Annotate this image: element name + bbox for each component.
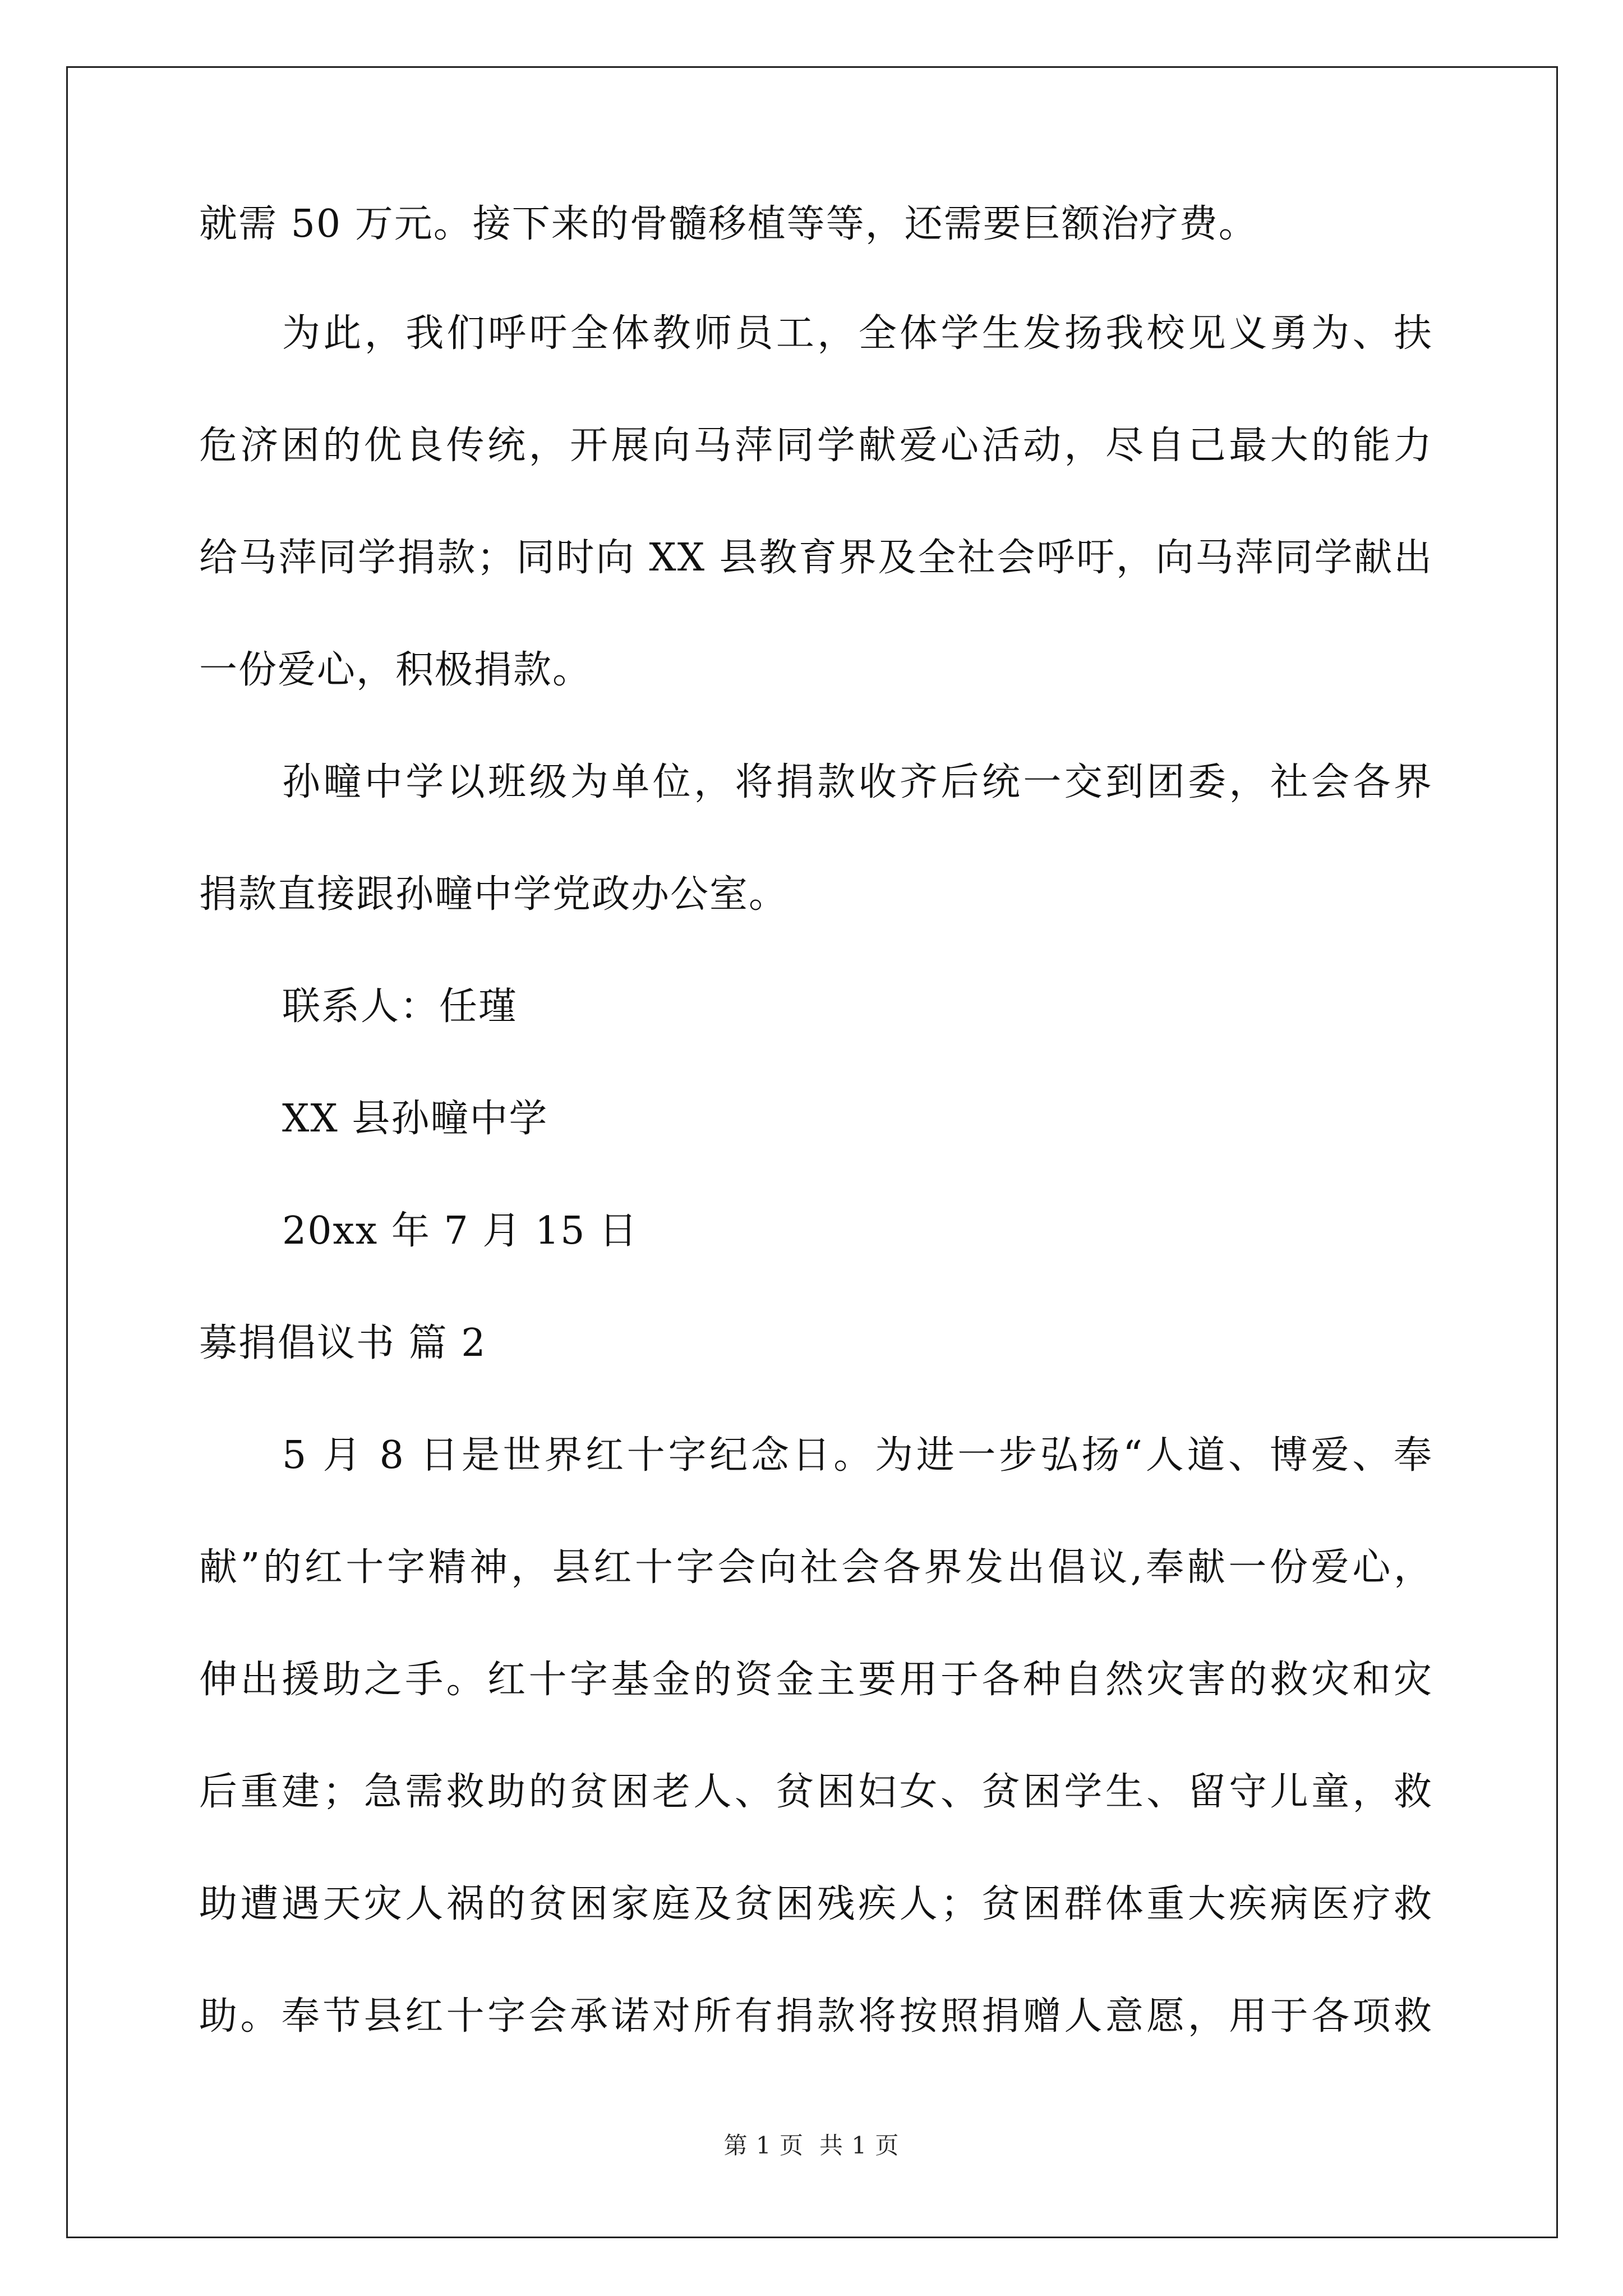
section-heading: 募捐倡议书 篇 2 <box>199 1321 487 1365</box>
paragraph-line: 为此，我们呼吁全体教师员工，全体学生发扬我校见义勇为、扶 <box>282 311 1433 356</box>
paragraph-line: 5 月 8 日是世界红十字纪念日。为进一步弘扬“人道、博爱、奉 <box>282 1433 1433 1478</box>
paragraph-line: 助。奉节县红十字会承诺对所有捐款将按照捐赠人意愿，用于各项救 <box>199 1994 1433 2039</box>
page-number-total: 共 1 页 <box>819 2132 900 2159</box>
paragraph-line: 后重建；急需救助的贫困老人、贫困妇女、贫困学生、留守儿童，救 <box>199 1770 1433 1814</box>
school-name: XX 县孙疃中学 <box>282 1097 548 1141</box>
page-number-current: 第 1 页 <box>723 2132 804 2159</box>
document-date: 20xx 年 7 月 15 日 <box>282 1209 639 1253</box>
paragraph-line: 伸出援助之手。红十字基金的资金主要用于各种自然灾害的救灾和灾 <box>199 1658 1433 1702</box>
paragraph-line: 危济困的优良传统，开展向马萍同学献爱心活动，尽自己最大的能力 <box>199 424 1433 468</box>
contact-person: 联系人：任瑾 <box>282 984 518 1029</box>
paragraph-line: 献”的红十字精神，县红十字会向社会各界发出倡议,奉献一份爱心， <box>199 1545 1433 1590</box>
paragraph-line: 助遭遇天灾人祸的贫困家庭及贫困残疾人；贫困群体重大疾病医疗救 <box>199 1882 1433 1926</box>
paragraph-line: 捐款直接跟孙疃中学党政办公室。 <box>199 872 789 917</box>
paragraph-line: 给马萍同学捐款；同时向 XX 县教育界及全社会呼吁，向马萍同学献出 <box>199 536 1433 580</box>
paragraph-line: 孙疃中学以班级为单位，将捐款收齐后统一交到团委，社会各界 <box>282 760 1433 804</box>
page-footer <box>0 2132 1623 2160</box>
paragraph-line: 就需 50 万元。接下来的骨髓移植等等，还需要巨额治疗费。 <box>199 202 1258 246</box>
paragraph-line: 一份爱心，积极捐款。 <box>199 648 592 692</box>
